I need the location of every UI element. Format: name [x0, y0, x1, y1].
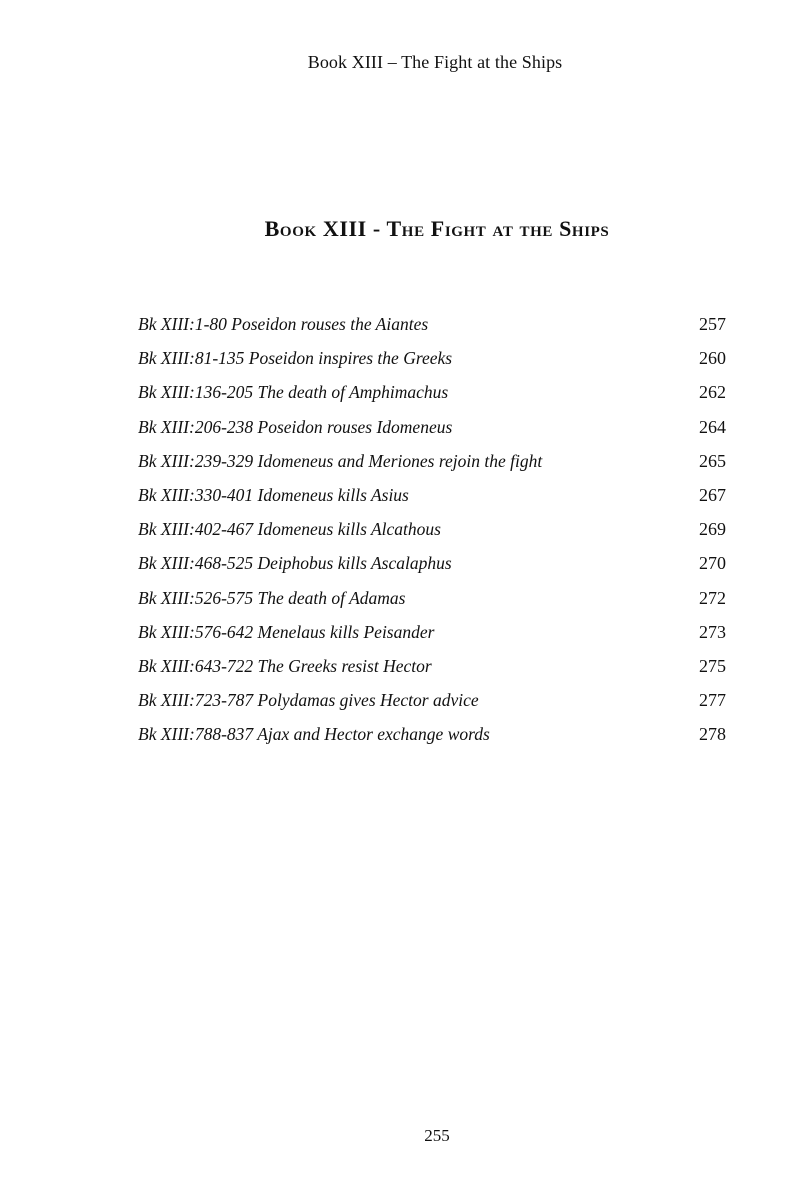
toc-page-number: 265 [699, 450, 726, 471]
toc-row[interactable] [138, 451, 726, 485]
toc-entry-title[interactable]: Bk XIII:723-787 Polydamas gives Hector advice [138, 690, 479, 711]
toc-page-number: 262 [699, 382, 726, 403]
toc-entry-title[interactable]: Bk XIII:526-575 The death of Adamas [138, 587, 406, 608]
toc-entry-title[interactable]: Bk XIII:402-467 Idomeneus kills Alcathous [138, 519, 441, 540]
toc-page-number: 278 [699, 724, 726, 745]
running-header-title: Book XIII – The Fight at the Ships [307, 52, 563, 72]
toc-row[interactable] [138, 485, 726, 519]
toc-entry-title[interactable]: Bk XIII:239-329 Idomeneus and Meriones rejoin the fight [138, 450, 543, 471]
toc-row[interactable] [138, 724, 726, 758]
toc-page-number: 269 [699, 519, 726, 540]
toc-row[interactable] [138, 314, 726, 348]
toc-entry-title[interactable]: Bk XIII:1-80 Poseidon rouses the Aiantes [138, 314, 429, 334]
toc-row[interactable] [138, 656, 726, 690]
toc-row[interactable] [138, 622, 726, 656]
toc-entry-title[interactable]: Bk XIII:136-205 The death of Amphimachus [138, 382, 449, 403]
toc-page-number: 275 [699, 655, 726, 676]
toc-row[interactable] [138, 348, 726, 382]
toc-entry-title[interactable]: Bk XIII:81-135 Poseidon inspires the Greeks [138, 348, 453, 369]
toc-page-number: 264 [699, 416, 726, 437]
toc-entry-title[interactable]: Bk XIII:788-837 Ajax and Hector exchange words [138, 724, 490, 745]
toc-entry-title[interactable]: Bk XIII:468-525 Deiphobus kills Ascalaphus [138, 553, 452, 574]
toc-row[interactable] [138, 417, 726, 451]
toc-page-number: 257 [699, 314, 726, 334]
toc-page-number: 270 [699, 553, 726, 574]
page-number: 255 [424, 1126, 450, 1145]
toc-page-number: 260 [699, 348, 726, 369]
table-of-contents [138, 314, 726, 758]
chapter-title: Book XIII - The Fight at the Ships [264, 216, 610, 241]
toc-entry-title[interactable]: Bk XIII:206-238 Poseidon rouses Idomeneus [138, 416, 453, 437]
running-header [0, 52, 800, 73]
toc-row[interactable] [138, 382, 726, 416]
toc-page-number: 267 [699, 484, 726, 505]
toc-row[interactable] [138, 690, 726, 724]
toc-entry-title[interactable]: Bk XIII:643-722 The Greeks resist Hector [138, 655, 432, 676]
toc-entry-title[interactable]: Bk XIII:330-401 Idomeneus kills Asius [138, 484, 409, 505]
toc-page-number: 273 [699, 621, 726, 642]
toc-entry-title[interactable]: Bk XIII:576-642 Menelaus kills Peisander [138, 621, 435, 642]
toc-row[interactable] [138, 588, 726, 622]
toc-row[interactable] [138, 553, 726, 587]
toc-row[interactable] [138, 519, 726, 553]
toc-page-number: 277 [699, 690, 726, 711]
toc-page-number: 272 [699, 587, 726, 608]
